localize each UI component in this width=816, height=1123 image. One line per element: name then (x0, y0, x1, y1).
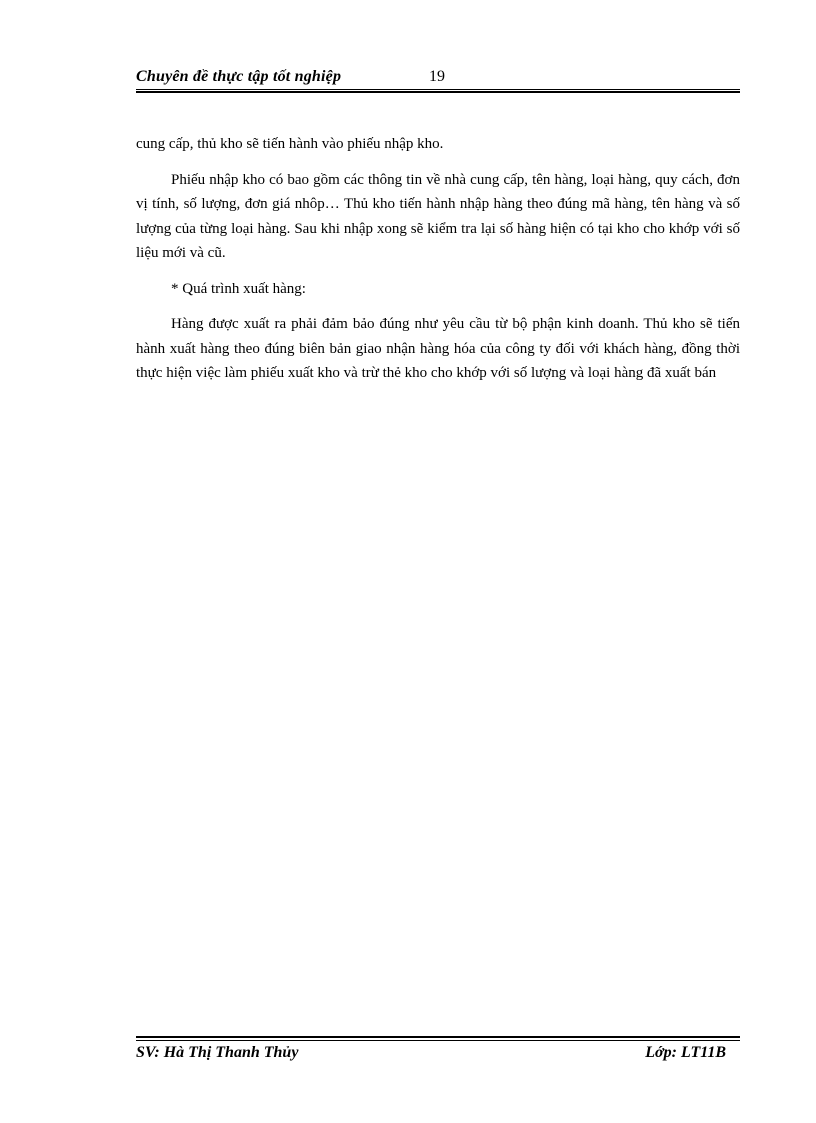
paragraph-export: Hàng được xuất ra phải đảm bảo đúng như yêu cầu từ bộ phận kinh doanh. Thủ kho sẽ tiến hành xuất hàng theo đúng biên bản giao nhận hàng hóa của công ty đối với khách hàng, đồng thời thực hiện việc làm phiếu xuất kho và trừ thẻ kho cho khớp với số lượng và loại hàng đã xuất bán (136, 316, 740, 381)
page-header (136, 68, 740, 94)
body-text (136, 132, 740, 397)
header-title: Chuyên đề thực tập tốt nghiệp (136, 68, 342, 85)
paragraph-receipt: Phiếu nhập kho có bao gồm các thông tin về nhà cung cấp, tên hàng, loại hàng, quy cách, đơn vị tính, số lượng, đơn giá nhôp… Thủ kho tiến hành nhập hàng theo đúng mã hàng, tên hàng và số lượng của từng loại hàng. Sau khi nhập xong sẽ kiểm tra lại số hàng hiện có tại kho cho khớp với số liệu mới và cũ. (136, 171, 740, 261)
footer-rule-thin (136, 1040, 740, 1041)
paragraph-continuation: cung cấp, thủ kho sẽ tiến hành vào phiếu nhập kho. (136, 136, 444, 152)
footer-student-name: SV: Hà Thị Thanh Thủy (136, 1044, 299, 1061)
footer-class: Lớp: LT11B (645, 1044, 726, 1061)
header-rule-thin (136, 89, 740, 90)
page-footer (136, 1036, 740, 1066)
section-heading-export: * Quá trình xuất hàng: (171, 280, 306, 297)
page-number: 19 (429, 68, 445, 85)
header-rule-thick (136, 91, 740, 93)
footer-rule-thick (136, 1036, 740, 1038)
